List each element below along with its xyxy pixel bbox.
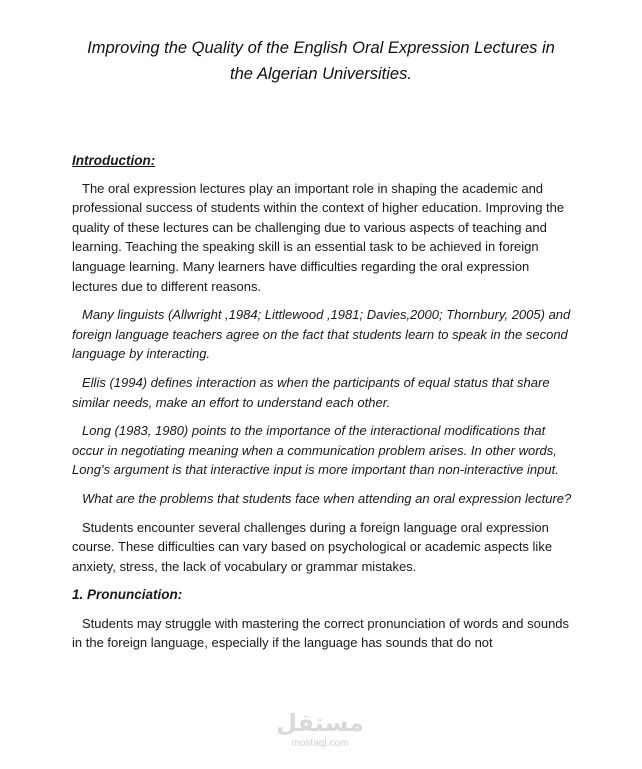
- title-line-2: the Algerian Universities.: [230, 65, 412, 83]
- mostaql-watermark: [270, 708, 370, 754]
- title-line-1: Improving the Quality of the English Oral Expression Lectures in: [87, 39, 555, 57]
- document-body: [72, 151, 572, 653]
- document-title: [40, 35, 602, 87]
- paragraph-7-text: Students may struggle with mastering the correct pronunciation of words and sounds in the foreign language, especially if the language has sounds that do not: [72, 615, 570, 651]
- watermark-site: mostaql.com: [291, 738, 349, 749]
- paragraph-2-text: Many linguists (Allwright ,1984; Littlewood ,1981; Davies,2000; Thornbury, 2005) and foreign language teachers agree on the fact that students learn to speak in the second language by interacting.: [72, 307, 571, 362]
- paragraph-1: [72, 179, 572, 297]
- paragraph-6: [72, 518, 572, 577]
- paragraph-5-question: [72, 489, 572, 509]
- paragraph-2: [72, 305, 572, 364]
- paragraph-7: [72, 614, 572, 653]
- paragraph-4: [72, 421, 572, 480]
- paragraph-3-text: Ellis (1994) defines interaction as when the participants of equal status that share similar needs, make an effort to understand each other.: [72, 374, 550, 410]
- paragraph-5-text: What are the problems that students face when attending an oral expression lecture?: [82, 490, 572, 506]
- paragraph-1-text: The oral expression lectures play an important role in shaping the academic and professional success of students within the context of higher education. Improving the quality of these lectures can be challenging due to various aspects of teaching and learning. Teaching the speaking skill is an essential task to be achieved in foreign language learning. Many learners have difficulties regarding the oral expression lectures due to different reasons.: [72, 180, 565, 294]
- pronunciation-heading: 1. Pronunciation:: [72, 587, 183, 603]
- paragraph-6-text: Students encounter several challenges during a foreign language oral expression course. These difficulties can vary based on psychological or academic aspects like anxiety, stress, the lack of vocabulary or grammar mistakes.: [72, 519, 553, 574]
- paragraph-4-text: Long (1983, 1980) points to the importance of the interactional modifications that occur in negotiating meaning when a communication problem arises. In other words, Long’s argument is that interactive input is more important than non-interactive input.: [72, 423, 559, 478]
- introduction-heading: Introduction:: [72, 153, 156, 168]
- paragraph-3: [72, 373, 572, 412]
- watermark-logo: مستقل: [276, 709, 364, 737]
